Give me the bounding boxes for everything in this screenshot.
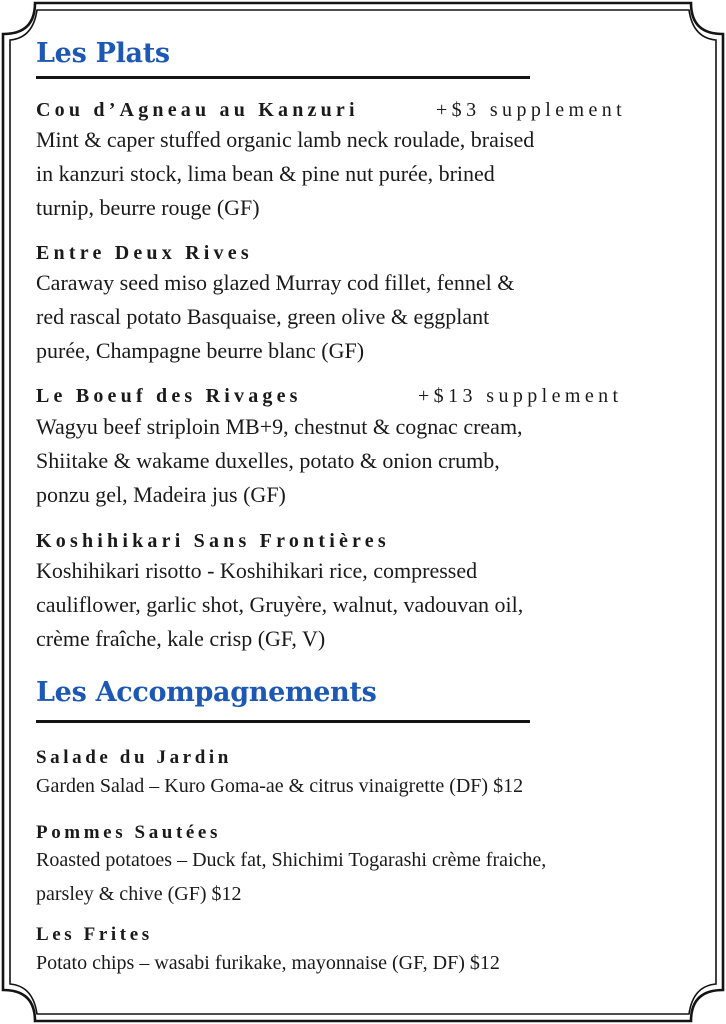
side-description [36, 769, 706, 803]
description-line: Mint & caper stuffed organic lamb neck roulade, braised [36, 127, 535, 152]
description-line: crème fraîche, kale crisp (GF, V) [36, 626, 326, 651]
description-line: in kanzuri stock, lima bean & pine nut purée, brined [36, 161, 495, 186]
dish-supplement: +$13 supplement [418, 385, 623, 407]
description-line: parsley & chive (GF) $12 [36, 883, 242, 905]
description-line: Wagyu beef striploin MB+9, chestnut & cognac cream, [36, 414, 523, 439]
dish-description [36, 410, 706, 512]
dish-name: Koshihikari Sans Frontières [36, 530, 390, 552]
side-description [36, 843, 706, 911]
dish-name: Le Boeuf des Rivages [36, 385, 302, 407]
description-line: Roasted potatoes – Duck fat, Shichimi Togarashi crème fraiche, [36, 849, 547, 871]
dish-supplement: +$3 supplement [436, 99, 627, 121]
description-line: Potato chips – wasabi furikake, mayonnaise (GF, DF) $12 [36, 952, 500, 974]
dish-description [36, 123, 706, 225]
side-name: Les Frites [36, 924, 153, 945]
side-name: Pommes Sautées [36, 822, 221, 843]
description-line: ponzu gel, Madeira jus (GF) [36, 482, 286, 507]
dish-name: Cou d’Agneau au Kanzuri [36, 99, 359, 121]
description-line: Koshihikari risotto - Koshihikari rice, compressed [36, 558, 478, 583]
description-line: cauliflower, garlic shot, Gruyère, walnut, vadouvan oil, [36, 592, 524, 617]
section-divider [36, 720, 530, 723]
side-description [36, 946, 706, 980]
section-title-plats: Les Plats [36, 38, 170, 69]
description-line: turnip, beurre rouge (GF) [36, 195, 260, 220]
description-line: purée, Champagne beurre blanc (GF) [36, 338, 365, 363]
dish-name: Entre Deux Rives [36, 242, 253, 264]
dish-description [36, 266, 706, 368]
side-name: Salade du Jardin [36, 747, 232, 768]
description-line: Caraway seed miso glazed Murray cod fillet, fennel & [36, 270, 515, 295]
section-title-accompagnements: Les Accompagnements [36, 677, 377, 708]
dish-description [36, 554, 706, 656]
description-line: Garden Salad – Kuro Goma-ae & citrus vinaigrette (DF) $12 [36, 775, 524, 797]
description-line: red rascal potato Basquaise, green olive & eggplant [36, 304, 490, 329]
section-divider [36, 76, 530, 79]
description-line: Shiitake & wakame duxelles, potato & onion crumb, [36, 448, 500, 473]
